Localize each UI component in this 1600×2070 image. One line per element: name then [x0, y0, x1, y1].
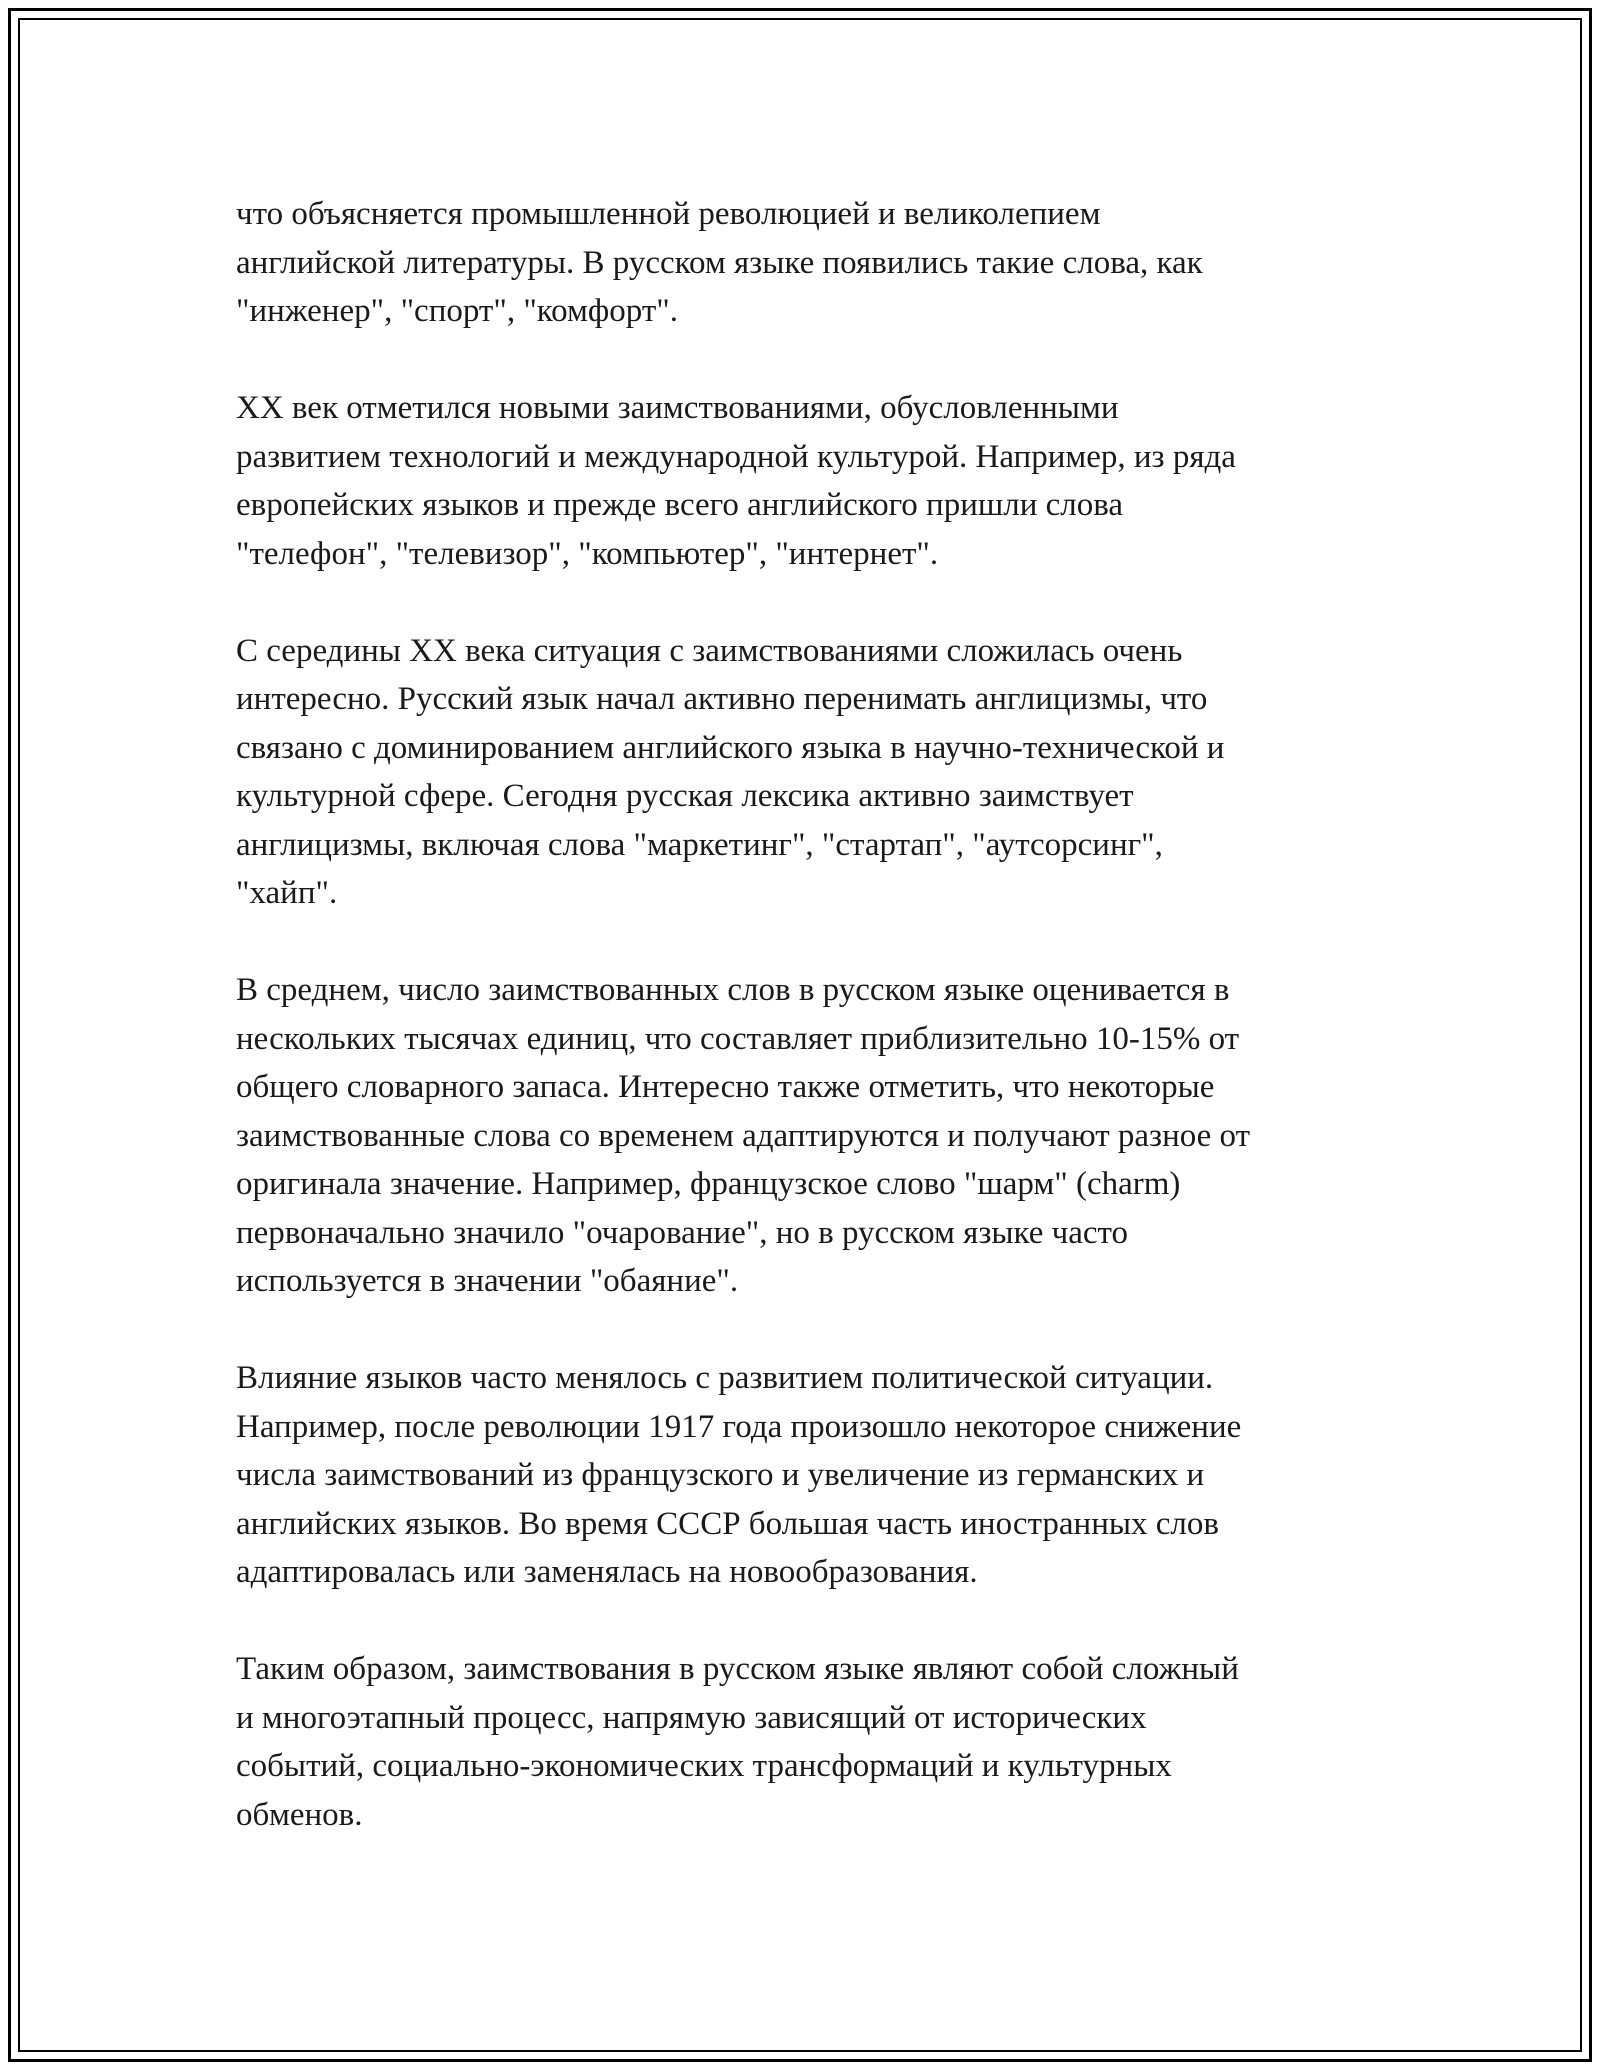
paragraph-industrial-revolution: [236, 190, 1376, 336]
paragraph-political-influence: [236, 1354, 1376, 1597]
text-line: связано с доминированием английского языка в научно-технической и: [236, 729, 1225, 766]
text-line: развитием технологий и международной культурой. Например, из ряда: [236, 438, 1236, 475]
text-line: адаптировалась или заменялась на новообразования.: [236, 1554, 978, 1590]
text-line: событий, социально-экономических трансформаций и культурных: [236, 1748, 1172, 1784]
text-line: Таким образом, заимствования в русском языке являют собой сложный: [236, 1651, 1239, 1687]
paragraph-anglicisms: [236, 627, 1376, 918]
text-line: С середины XX века ситуация с заимствованиями сложилась очень: [236, 632, 1183, 669]
text-line: заимствованные слова со временем адаптируются и получают разное от: [236, 1117, 1251, 1154]
text-line: оригинала значение. Например, французское слово "шарм" (charm): [236, 1166, 1181, 1202]
text-line: Например, после революции 1917 года произошло некоторое снижение: [236, 1408, 1242, 1445]
text-line: используется в значении "обаяние".: [236, 1263, 739, 1299]
text-line: нескольких тысячах единиц, что составляет приблизительно 10-15% от: [236, 1020, 1240, 1057]
text-line: английских языков. Во время СССР большая часть иностранных слов: [236, 1505, 1219, 1542]
text-line: что объясняется промышленной революцией и великолепием: [236, 196, 1101, 232]
text-line: общего словарного запаса. Интересно также отметить, что некоторые: [236, 1069, 1215, 1105]
text-line: "хайп".: [236, 875, 338, 911]
document-body: [236, 190, 1376, 1839]
paragraph-20th-century: [236, 384, 1376, 578]
text-line: и многоэтапный процесс, напрямую зависящий от исторических: [236, 1699, 1147, 1736]
text-line: "инженер", "спорт", "комфорт".: [236, 293, 678, 329]
text-line: числа заимствований из французского и увеличение из германских и: [236, 1457, 1205, 1493]
text-line: В среднем, число заимствованных слов в русском языке оценивается в: [236, 972, 1230, 1008]
text-line: Влияние языков часто менялось с развитием политической ситуации.: [236, 1360, 1214, 1396]
text-line: англицизмы, включая слова "маркетинг", "стартап", "аутсорсинг",: [236, 826, 1163, 863]
text-line: обменов.: [236, 1796, 363, 1833]
text-line: интересно. Русский язык начал активно перенимать англицизмы, что: [236, 681, 1208, 717]
text-line: европейских языков и прежде всего английского пришли слова: [236, 487, 1124, 523]
text-line: английской литературы. В русском языке появились такие слова, как: [236, 244, 1203, 281]
text-line: культурной сфере. Сегодня русская лексика активно заимствует: [236, 778, 1134, 814]
paragraph-conclusion: [236, 1645, 1376, 1839]
text-line: XX век отметился новыми заимствованиями, обусловленными: [236, 390, 1119, 426]
paragraph-statistics: [236, 966, 1376, 1306]
text-line: "телефон", "телевизор", "компьютер", "интернет".: [236, 535, 939, 572]
text-line: первоначально значило "очарование", но в русском языке часто: [236, 1214, 1129, 1251]
